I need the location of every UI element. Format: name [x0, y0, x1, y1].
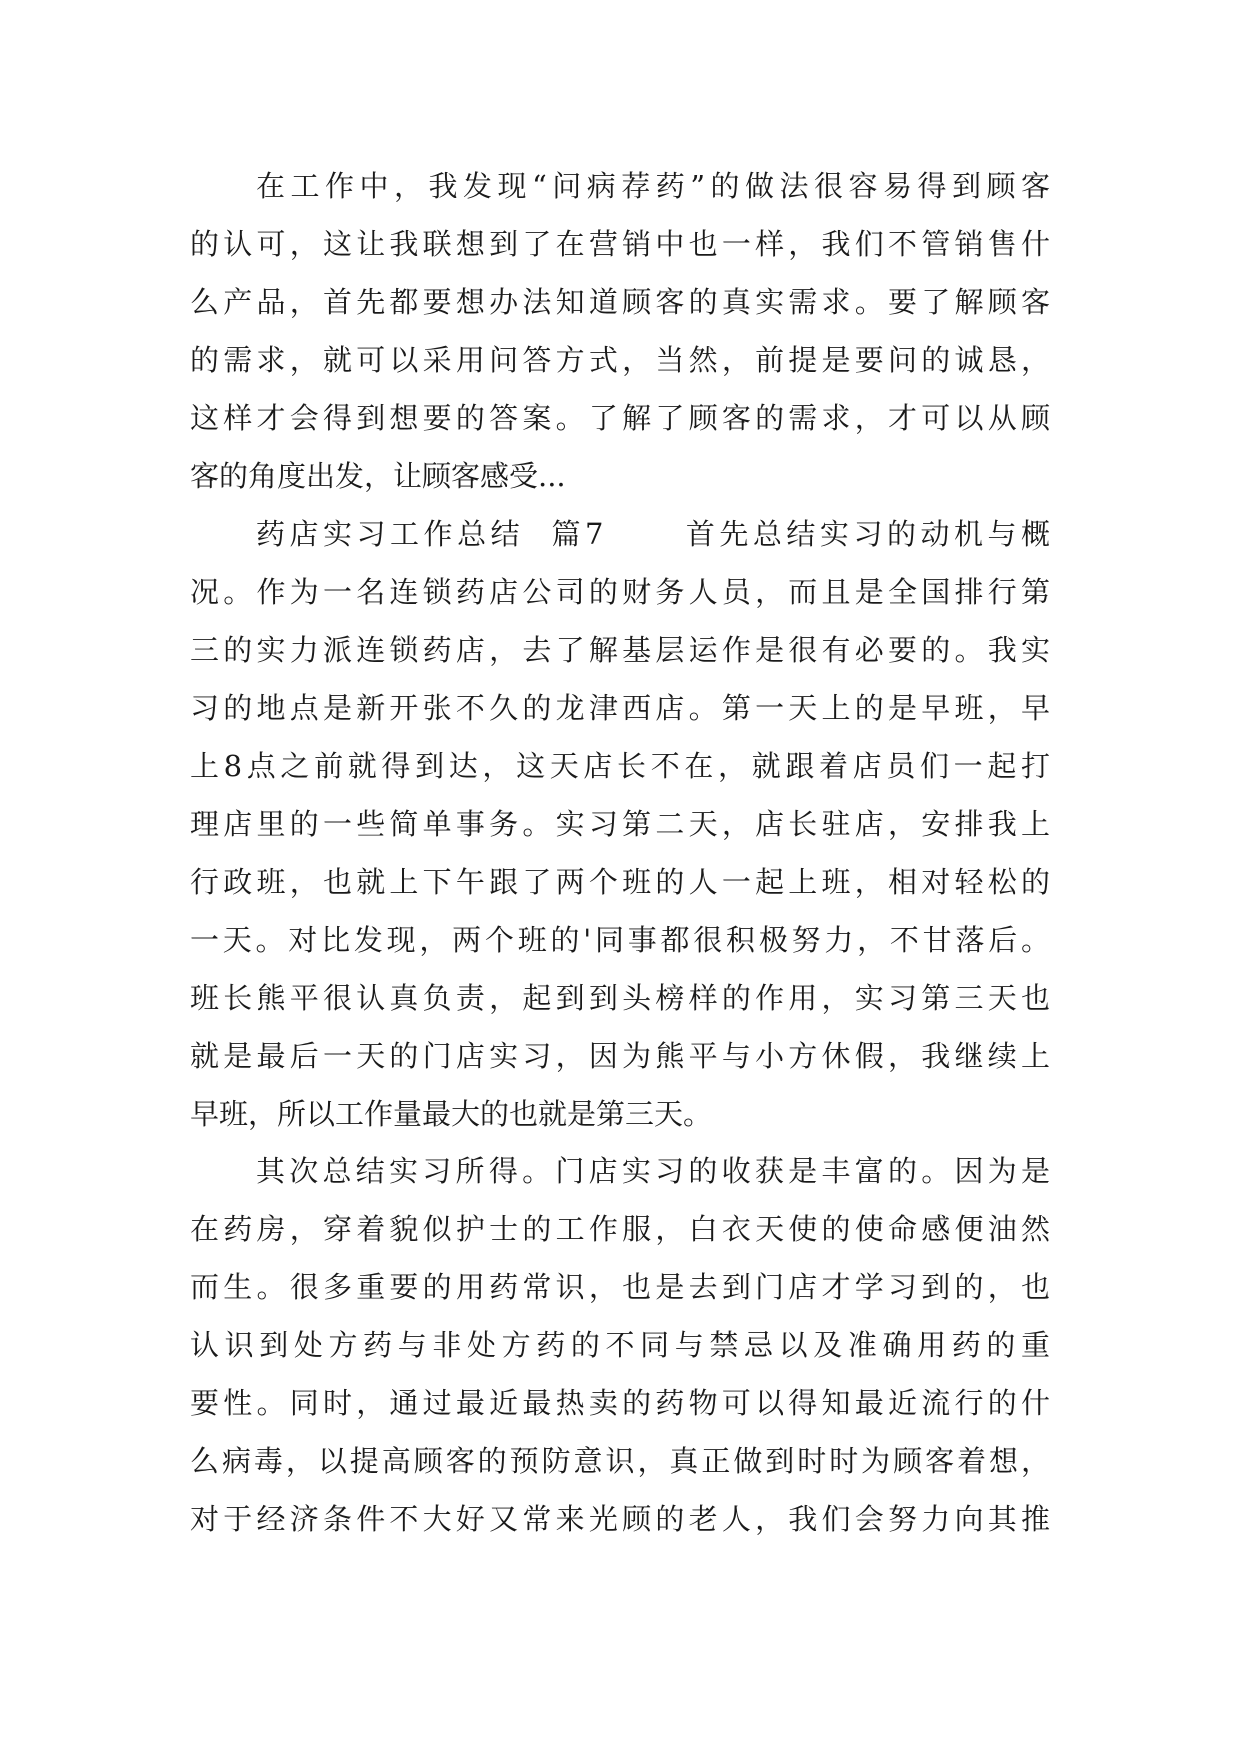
text-line: 早班，所以工作量最大的也就是第三天。	[190, 1097, 713, 1131]
text-line: 理店里的一些简单事务。实习第二天，店长驻店，安排我上	[190, 807, 1050, 841]
text-line: 认识到处方药与非处方药的不同与禁忌以及准确用药的重	[190, 1328, 1050, 1362]
text-line: 在药房，穿着貌似护士的工作服，白衣天使的使命感便油然	[190, 1212, 1050, 1246]
text-line: 习的地点是新开张不久的龙津西店。第一天上的是早班，早	[190, 691, 1050, 725]
text-line: 行政班，也就上下午跟了两个班的人一起上班，相对轻松的	[190, 865, 1050, 899]
text-line: 就是最后一天的门店实习，因为熊平与小方休假，我继续上	[190, 1039, 1050, 1073]
text-line: 其次总结实习所得。门店实习的收获是丰富的。因为是	[256, 1154, 1050, 1188]
text-line: 这样才会得到想要的答案。了解了顾客的需求，才可以从顾	[190, 401, 1050, 435]
text-line: 的需求，就可以采用问答方式，当然，前提是要问的诚恳，	[190, 343, 1050, 377]
text-line: 客的角度出发，让顾客感受...	[190, 459, 566, 493]
text-line: 一天。对比发现，两个班的'同事都很积极努力，不甘落后。	[190, 923, 1050, 957]
text-line: 要性。同时，通过最近最热卖的药物可以得知最近流行的什	[190, 1386, 1050, 1420]
text-line: 在工作中，我发现“问病荐药”的做法很容易得到顾客	[256, 169, 1050, 203]
text-line: 的认可，这让我联想到了在营销中也一样，我们不管销售什	[190, 227, 1050, 261]
text-line: 上8点之前就得到达，这天店长不在，就跟着店员们一起打	[190, 749, 1050, 783]
paragraph-3	[190, 1142, 1050, 1548]
text-line: 班长熊平很认真负责，起到到头榜样的作用，实习第三天也	[190, 981, 1050, 1015]
text-line: 药店实习工作总结 篇7 首先总结实习的动机与概	[256, 517, 1050, 551]
text-line: 而生。很多重要的用药常识，也是去到门店才学习到的，也	[190, 1270, 1050, 1304]
text-line: 么病毒，以提高顾客的预防意识，真正做到时时为顾客着想，	[190, 1444, 1050, 1478]
paragraph-1	[190, 157, 1050, 505]
text-line: 么产品，首先都要想办法知道顾客的真实需求。要了解顾客	[190, 285, 1050, 319]
text-line: 况。作为一名连锁药店公司的财务人员，而且是全国排行第	[190, 575, 1050, 609]
text-line: 对于经济条件不大好又常来光顾的老人，我们会努力向其推	[190, 1502, 1050, 1536]
paragraph-2	[190, 505, 1050, 1143]
text-line: 三的实力派连锁药店，去了解基层运作是很有必要的。我实	[190, 633, 1050, 667]
